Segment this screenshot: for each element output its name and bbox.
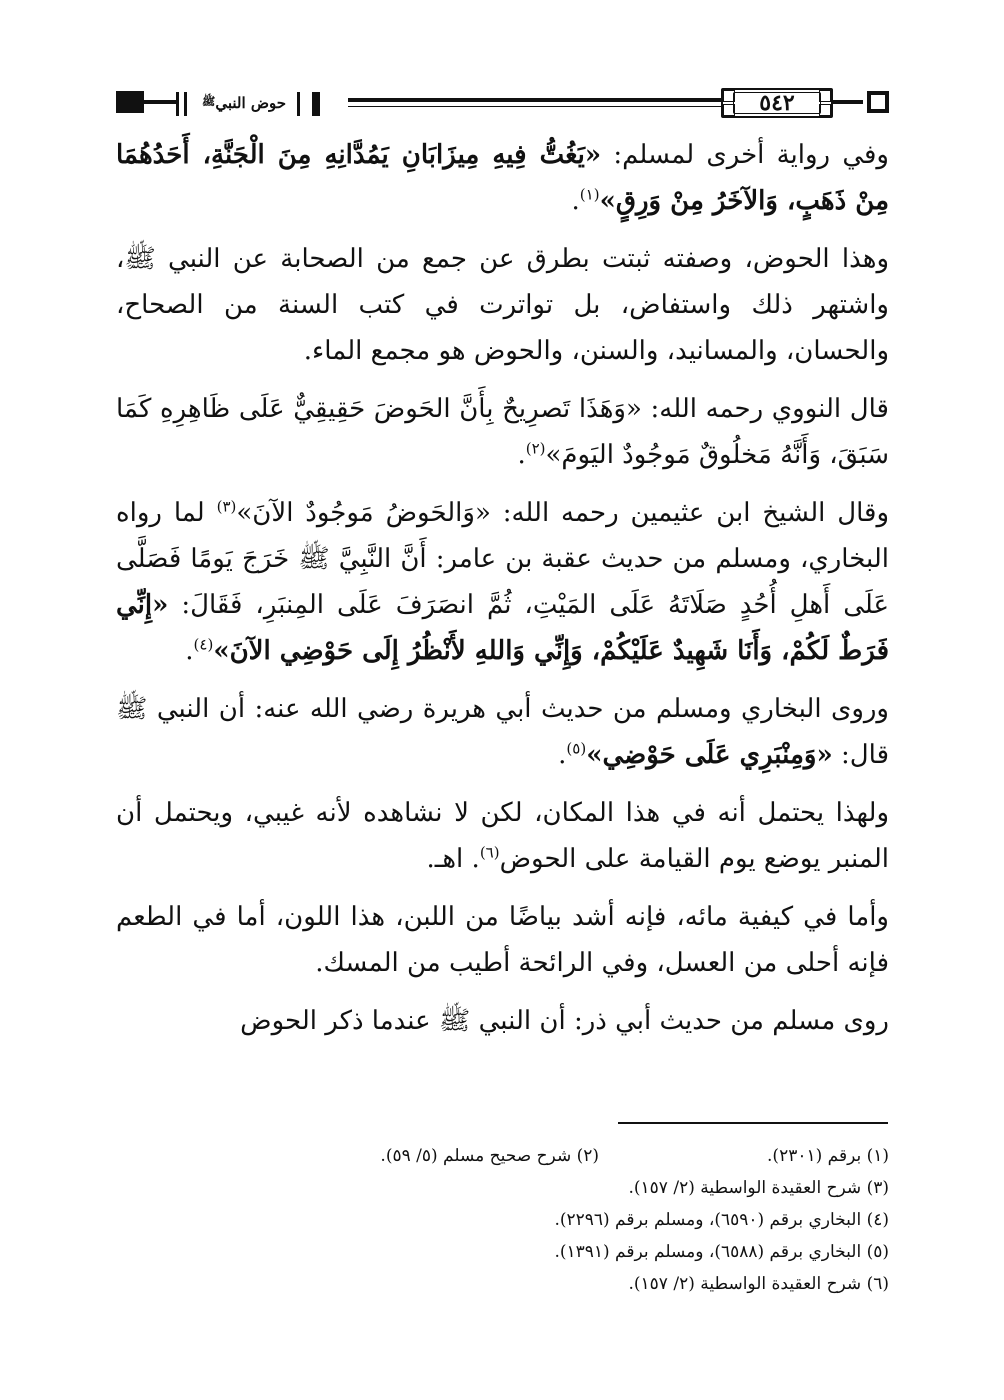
- footnote-ref-6: (٦): [479, 843, 500, 862]
- nawawi-quote: «وَهَذَا تَصرِيحٌ بِأَنَّ الحَوضَ حَقِيقِيٌّ عَلَى ظَاهِرِهِ كَمَا سَبَقَ، وَأَنَّهُ مَخلُوقٌ مَوجُودٌ اليَومَ»: [116, 394, 889, 470]
- paragraph-4-intro: وقال الشيخ ابن عثيمين رحمه الله:: [490, 498, 890, 528]
- honorific-glyph: ﷺ: [202, 95, 216, 108]
- paragraph-3-tail: .: [517, 440, 526, 470]
- header-ornament-square-outline: [867, 91, 889, 113]
- header-bar-ornament-thin: [297, 92, 300, 116]
- footnote-4: (٤) البخاري برقم (٦٥٩٠)، ومسلم برقم (٢٢٩٦).: [554, 1210, 889, 1230]
- running-title-text: حوض النبي: [215, 94, 286, 112]
- paragraph-2: وهذا الحوض، وصفته ثبتت بطرق عن جمع من الصحابة عن النبي ﷺ، واشتهر ذلك واستفاض، بل تواترت في كتب السنة من الصحاح، والحسان، والمسانيد، والسنن، والحوض هو مجمع الماء.: [116, 244, 889, 366]
- uthaymeen-quote: «وَالحَوضُ مَوجُودٌ الآنَ»: [236, 498, 491, 528]
- header-bar-ornament: [312, 92, 320, 116]
- footnotes: [116, 1140, 889, 1300]
- footnote-row-1: [116, 1140, 889, 1172]
- footnote-separator: [618, 1122, 888, 1124]
- paragraph-4-tail: .: [185, 636, 194, 666]
- footnote-ref-5: (٥): [566, 739, 587, 758]
- header-ornament-square-filled: [116, 91, 144, 113]
- paragraph-1: [116, 132, 889, 224]
- header-rule-middle-top: [348, 98, 721, 102]
- paragraph-1-intro: وفي رواية أخرى لمسلم:: [601, 140, 889, 170]
- header-rule-left: [144, 100, 176, 104]
- footnote-3: (٣) شرح العقيدة الواسطية (٢/ ١٥٧).: [628, 1178, 889, 1198]
- paragraph-4: [116, 490, 889, 674]
- page-number: ٥٤٢: [759, 90, 795, 116]
- paragraph-4-middle: لما رواه البخاري، ومسلم من حديث عقبة بن عامر: أَنَّ النَّبِيَّ ﷺ خَرَجَ يَومًا فَصَلَّى عَلَى أَهلِ أُحُدٍ صَلَاتَهُ عَلَى المَيْتِ، ثُمَّ انصَرَفَ عَلَى المِنبَرِ، فَقَالَ:: [116, 498, 889, 620]
- footnote-6: (٦) شرح العقيدة الواسطية (٢/ ١٥٧).: [628, 1274, 889, 1294]
- footnote-row-4: [116, 1204, 889, 1236]
- footnote-1: (١) برقم (٢٣٠١).: [767, 1146, 889, 1166]
- paragraph-1-tail: .: [571, 186, 580, 216]
- header-rule-middle-bottom: [348, 106, 721, 107]
- page-header: [116, 88, 889, 122]
- hadith-quote-2: «إِنِّي فَرَطٌ لَكُمْ، وَأَنَا شَهِيدٌ عَلَيْكُمْ، وَإِنِّي وَاللهِ لأَنْظُرُ إِلَى حَوْضِي الآنَ»: [116, 590, 889, 666]
- page-number-frame: [721, 88, 833, 118]
- footnote-row-3: [116, 1172, 889, 1204]
- paragraph-5-intro: وروى البخاري ومسلم من حديث أبي هريرة رضي الله عنه: أن النبي ﷺ قال:: [116, 694, 889, 770]
- footnote-ref-4: (٤): [193, 635, 214, 654]
- footnote-ref-3: (٣): [216, 497, 237, 516]
- footnote-2: (٢) شرح صحيح مسلم (٥/ ٥٩).: [380, 1146, 599, 1166]
- header-bar-ornament-thin-left-a: [184, 92, 187, 116]
- main-text: [116, 132, 889, 1056]
- footnote-row-6: [116, 1268, 889, 1300]
- paragraph-5-tail: .: [558, 740, 567, 770]
- hadith-quote-3: «وَمِنْبَرِي عَلَى حَوْضِي»: [586, 740, 833, 770]
- footnote-row-5: [116, 1236, 889, 1268]
- running-title: [192, 88, 294, 118]
- header-bar-ornament-thin-left-b: [176, 92, 179, 116]
- paragraph-3-intro: قال النووي رحمه الله:: [641, 394, 889, 424]
- hadith-quote-1: «يَغُتُّ فِيهِ مِيزَابَانِ يَمُدَّانِهِ مِنَ الْجَنَّةِ، أَحَدُهُمَا مِنْ ذَهَبٍ، وَالآخَرُ مِنْ وَرِقٍ»: [116, 140, 889, 216]
- footnote-ref-2: (٢): [525, 439, 546, 458]
- paragraph-5: [116, 686, 889, 778]
- paragraph-8: روى مسلم من حديث أبي ذر: أن النبي ﷺ عندما ذكر الحوض: [240, 1006, 889, 1036]
- header-rule-right: [833, 100, 863, 104]
- paragraph-6: [116, 790, 889, 882]
- paragraph-6-intro: ولهذا يحتمل أنه في هذا المكان، لكن لا نشاهده لأنه غيبي، ويحتمل أن المنبر يوضع يوم القيامة على الحوض: [116, 798, 889, 874]
- footnote-5: (٥) البخاري برقم (٦٥٨٨)، ومسلم برقم (١٣٩١).: [554, 1242, 889, 1262]
- paragraph-3: [116, 386, 889, 478]
- footnote-ref-1: (١): [579, 185, 600, 204]
- paragraph-7: وأما في كيفية مائه، فإنه أشد بياضًا من اللبن، هذا اللون، أما في الطعم فإنه أحلى من العسل، وفي الرائحة أطيب من المسك.: [116, 902, 889, 978]
- paragraph-6-tail: . اهـ.: [426, 844, 480, 874]
